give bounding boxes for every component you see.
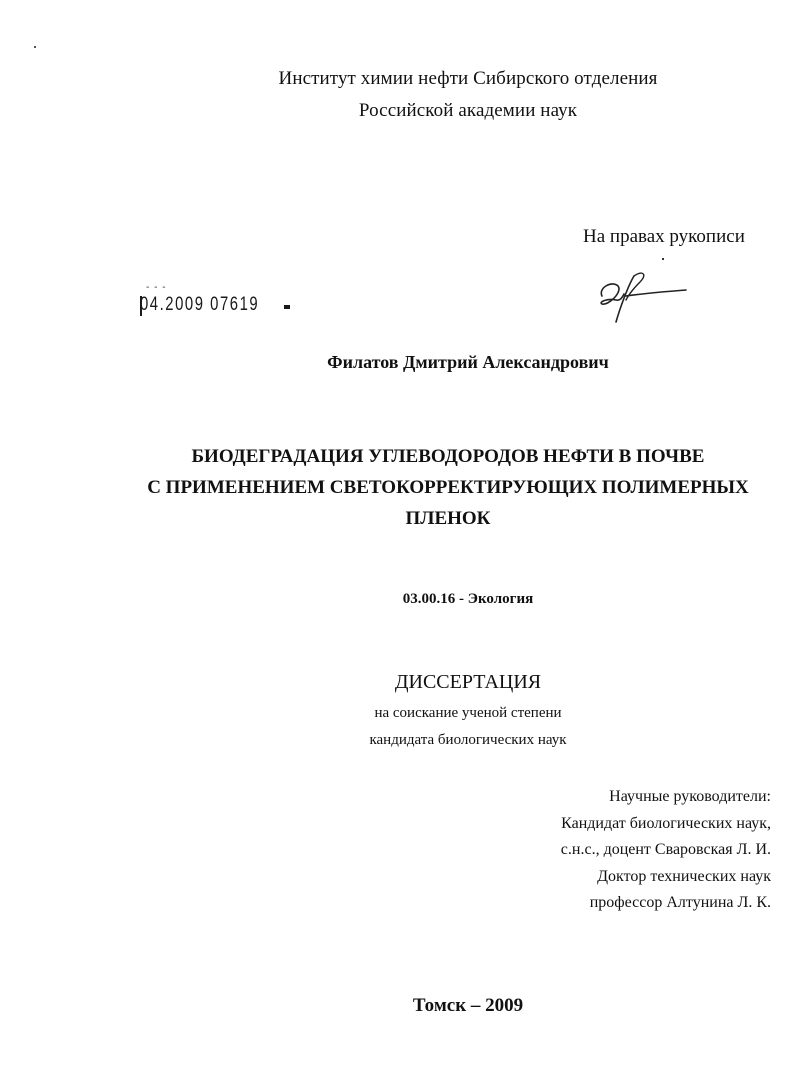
thesis-title-line-1: БИОДЕГРАДАЦИЯ УГЛЕВОДОРОДОВ НЕФТИ В ПОЧВЕ — [191, 446, 705, 467]
supervisor-line: Доктор технических наук — [597, 867, 771, 885]
thesis-title-line-3: ПЛЕНОК — [405, 508, 491, 529]
scan-speck — [662, 258, 664, 260]
rights-note: На правах рукописи — [583, 226, 745, 247]
author-name: Филатов Дмитрий Александрович — [327, 352, 609, 372]
stamp-mark — [284, 305, 290, 309]
scan-speck — [34, 46, 36, 48]
supervisor-line: с.н.с., доцент Сваровская Л. И. — [560, 841, 771, 858]
supervisors-block — [561, 784, 771, 917]
signature-icon — [590, 268, 700, 328]
registration-stamp: 04.2009 07619 — [140, 294, 260, 315]
degree-line-2: кандидата биологических наук — [369, 732, 567, 748]
thesis-title-line-2: С ПРИМЕНЕНИЕМ СВЕТОКОРРЕКТИРУЮЩИХ ПОЛИМЕРНЫХ — [147, 477, 749, 498]
supervisor-line: профессор Алтунина Л. К. — [589, 894, 771, 911]
stamp-marks: - - - — [146, 282, 167, 293]
institution-line-2: Российской академии наук — [358, 100, 578, 121]
institution-line-1: Институт химии нефти Сибирского отделения — [278, 68, 658, 89]
specialty-code: 03.00.16 - Экология — [402, 591, 534, 607]
city-year: Томск – 2009 — [412, 995, 524, 1016]
supervisors-heading: Научные руководители: — [609, 788, 771, 805]
degree-line-1: на соискание ученой степени — [374, 705, 562, 721]
document-type: ДИССЕРТАЦИЯ — [394, 671, 542, 693]
supervisor-line: Кандидат биологических наук, — [561, 814, 771, 832]
